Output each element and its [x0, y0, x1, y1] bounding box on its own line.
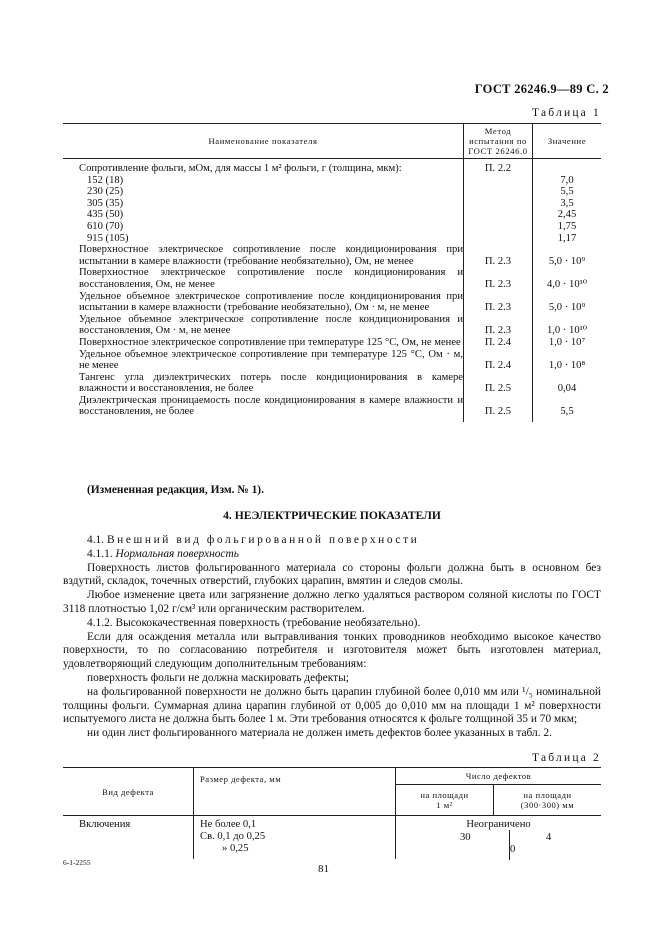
table1-cell-value: 3,5 [560, 197, 574, 209]
subsection-4-1 [63, 534, 601, 548]
table-row [63, 291, 601, 314]
table1-cell-value: 1,0 · 10¹⁰ [546, 325, 588, 337]
table1-cell-value: 1,17 [557, 232, 577, 244]
table1-caption: Таблица 1 [532, 107, 601, 119]
table-row [63, 372, 601, 395]
table2-col-area1-line: на площади [420, 790, 469, 800]
paragraph: 4.1.2. Высококачественная поверхность (требование необязательно). [87, 616, 421, 629]
paragraph: Любое изменение цвета или загрязнение должно легко удаляться раствором соляной кислоты по ГОСТ 3118 плотностью 1,02 г/см³ или органическим растворителем. [63, 589, 601, 615]
table-row [63, 314, 601, 337]
table1-cell-method [464, 175, 533, 187]
table1-cell-method [464, 186, 533, 198]
table2-header-row [63, 768, 601, 785]
table1-cell-name: 230 (25) [87, 186, 124, 198]
table2-unlimited: Неограничено [466, 819, 531, 830]
table-row [63, 233, 601, 245]
table1-col-method-line: Метод [484, 126, 512, 136]
table2-col-area2 [494, 785, 602, 816]
table1-cell-name: Сопротивление фольги, мОм, для массы 1 м² фольги, г (толщина, мкм): [79, 163, 402, 174]
table1-cell-name: 152 (18) [87, 174, 124, 186]
table1-cell-value: 1,75 [557, 220, 577, 232]
table-row [63, 186, 601, 198]
table2-size-line: » 0,25 [222, 843, 249, 855]
table1-cell-method: П. 2.3 [464, 291, 533, 314]
table1-cell-name: Удельное объемное электрическое сопротивление после кондиционирования при испытании в камере влажности (требование необязательно), Ом · м, не менее [79, 290, 463, 314]
table1-col-name: Наименование показателя [63, 124, 464, 159]
table1-cell-value: 7,0 [560, 174, 574, 186]
subsection-number: 4.1.1. [87, 547, 113, 560]
paragraph: Поверхность листов фольгированного материала со стороны фольги должна быть в основном без вздутий, складок, точечных отверстий, глубоких царапин, вмятин и следов смолы. [63, 561, 601, 588]
paragraph: Если для осаждения металла или вытравливания тонких проводников необходимо высокое качество поверхности, то по согласованию потребителя и изготовителя может быть изготовлен материал, удовлетворяющий следующим дополнительным требованиям: [63, 630, 601, 671]
table1-col-method [464, 124, 533, 159]
table1-cell-method [464, 221, 533, 233]
table1-cell-name: 610 (70) [87, 220, 124, 232]
table2-col-area1 [396, 785, 494, 816]
table1-cell-value: 1,0 · 10⁷ [548, 336, 586, 348]
table1-cell-method: П. 2.2 [464, 159, 533, 175]
table-row [63, 267, 601, 290]
subsection-title: Внешний вид фольгированной поверхности [106, 534, 420, 546]
table1-cell-value: 5,0 · 10⁹ [548, 302, 586, 314]
table1-cell-name: Диэлектрическая проницаемость после кондиционирования в камере влажности и восстановления, не более [79, 394, 463, 418]
table1-cell-method [464, 209, 533, 221]
table1-cell-value: 2,45 [557, 209, 577, 221]
table2-col-area2-line: (300·300) мм [520, 800, 575, 810]
table-row [63, 198, 601, 210]
table1-cell-method: П. 2.4 [464, 337, 533, 349]
paragraph: на фольгированной поверхности не должно быть царапин глубиной более 0,010 мм или ¹/₅ номинальной толщины фольги. Суммарная длина царапин глубиной от 0,005 до 0,010 мм на площади 1 м² поверхности испытуемого листа не должна быть более 1 м. Эти требования относятся к фольге толщиной 35 и 70 мкм; [63, 685, 601, 726]
table1-cell-value: 0,04 [557, 383, 577, 395]
section-title: 4. НЕЭЛЕКТРИЧЕСКИЕ ПОКАЗАТЕЛИ [223, 509, 441, 522]
table1-cell-value: 5,0 · 10⁹ [548, 255, 586, 267]
table1-cell-name: 435 (50) [87, 209, 124, 221]
table1-cell-value: 5,5 [560, 406, 574, 418]
amendment-note: (Измененная редакция, Изм. № 1). [87, 484, 264, 496]
table2-caption: Таблица 2 [532, 752, 601, 764]
subsection-title: Нормальная поверхность [115, 547, 239, 560]
table-row [63, 337, 601, 349]
table1-cell-name: 305 (35) [87, 197, 124, 209]
table1-col-value: Значение [533, 124, 602, 159]
table1-header-row [63, 124, 601, 159]
table1-cell-value: 4,0 · 10¹⁰ [546, 278, 588, 290]
table1-cell-method [464, 233, 533, 245]
table-row [63, 209, 601, 221]
table-row [63, 221, 601, 233]
table-row [63, 395, 601, 422]
table1-cell-method [464, 198, 533, 210]
table1-cell-name: 915 (105) [87, 232, 129, 244]
table1-cell-method: П. 2.5 [464, 395, 533, 422]
table2-cell-sizes [194, 816, 396, 860]
footer-code: 6-1-2255 [63, 858, 91, 867]
table-row [63, 159, 601, 175]
table2 [63, 767, 601, 859]
table1-cell-name: Поверхностное электрическое сопротивление после кондиционирования при испытании в камере влажности (требование необязательно), Ом, не менее [79, 244, 463, 267]
table2-count-zero: 0 [510, 844, 516, 855]
section-body [63, 534, 601, 741]
table1-cell-name: Поверхностное электрическое сопротивление при температуре 125 °С, Ом, не менее [79, 336, 461, 348]
subsection-number: 4.1. [87, 534, 105, 546]
table1-cell-value: 1,0 · 10⁸ [548, 360, 586, 372]
paragraph: поверхность фольги не должна маскировать дефекты; [87, 671, 349, 684]
table1-cell-method: П. 2.4 [464, 349, 533, 372]
table2-col-area2-line: на площади [523, 790, 572, 800]
table1-cell-value [533, 159, 602, 175]
table2-size-line: Не более 0,1 [200, 819, 257, 830]
table1-cell-name: Поверхностное электрическое сопротивление после кондиционирования и восстановления, Ом, не менее [79, 267, 463, 290]
table1-cell-value: 5,5 [560, 186, 574, 198]
table1-col-method-line: ГОСТ 26246.0 [468, 146, 528, 156]
table2-cell-defect: Включения [63, 816, 194, 860]
table1-cell-name: Тангенс угла диэлектрических потерь после кондиционирования в камере влажности и восстановления, не более [79, 371, 463, 395]
page-header: ГОСТ 26246.9—89 С. 2 [474, 82, 609, 96]
table-row [63, 349, 601, 372]
table2-col-count: Число дефектов [396, 768, 602, 785]
table1-col-method-line: испытания по [469, 136, 527, 146]
table-row [63, 816, 601, 860]
table1-cell-name: Удельное объемное электрическое сопротивление при температуре 125 °С, Ом · м, не менее [79, 348, 463, 372]
table1 [63, 123, 601, 422]
table1-cell-method: П. 2.5 [464, 372, 533, 395]
table2-col-area1-line: 1 м² [436, 800, 453, 810]
table2-size-line: Св. 0,1 до 0,25 [200, 831, 266, 843]
table2-col-type: Вид дефекта [63, 768, 194, 816]
paragraph: ни один лист фольгированного материала не должен иметь дефектов более указанных в табл. 2. [87, 727, 552, 740]
table1-cell-name: Удельное объемное электрическое сопротивление после кондиционирования и восстановления, Ом · м, не менее [79, 313, 463, 337]
table2-count-300: 4 [546, 832, 552, 843]
table1-cell-method: П. 2.3 [464, 267, 533, 290]
table2-cell-counts [396, 816, 602, 860]
page-number: 81 [318, 863, 329, 875]
table1-cell-method: П. 2.3 [464, 244, 533, 267]
table-row [63, 175, 601, 187]
table-row [63, 244, 601, 267]
subsection-4-1-1 [63, 548, 601, 562]
table2-count-1m2: 30 [460, 832, 471, 843]
table1-cell-method: П. 2.3 [464, 314, 533, 337]
table2-col-size: Размер дефекта, мм [194, 768, 396, 816]
